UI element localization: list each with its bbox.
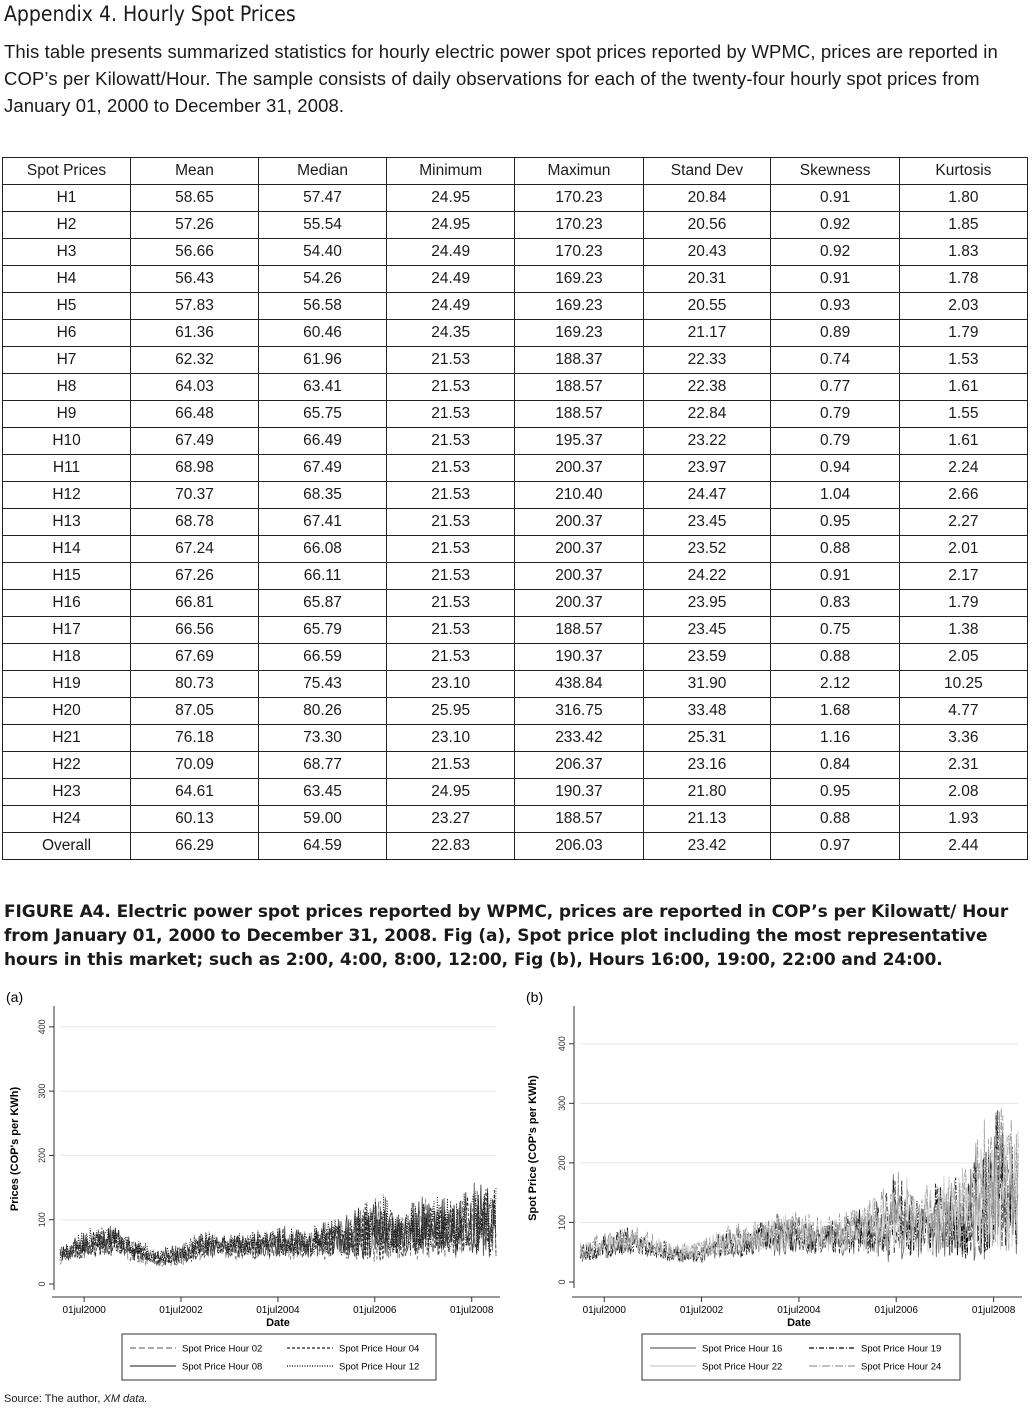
- table-cell: 75.43: [259, 671, 387, 698]
- table-cell: 2.03: [899, 293, 1027, 320]
- x-tick-label: 01jul2006: [874, 1305, 918, 1316]
- table-cell: 23.59: [643, 644, 771, 671]
- table-cell: 0.75: [771, 617, 899, 644]
- table-header-cell: Kurtosis: [899, 158, 1027, 185]
- x-tick-label: 01jul2008: [971, 1305, 1016, 1316]
- table-cell: 24.49: [387, 293, 515, 320]
- table-cell: 21.53: [387, 590, 515, 617]
- table-cell: 56.66: [131, 239, 259, 266]
- table-cell: 58.65: [131, 185, 259, 212]
- table-cell: 0.97: [771, 833, 899, 860]
- table-cell: 68.78: [131, 509, 259, 536]
- table-cell: 438.84: [515, 671, 643, 698]
- x-tick-label: 01jul2006: [353, 1305, 397, 1316]
- table-cell: 0.91: [771, 185, 899, 212]
- table-cell: 23.97: [643, 455, 771, 482]
- table-cell: 21.53: [387, 401, 515, 428]
- table-cell: 66.11: [259, 563, 387, 590]
- table-cell: H22: [3, 752, 131, 779]
- y-axis-label: Prices (COP's per KWh): [9, 1086, 21, 1212]
- table-cell: 190.37: [515, 644, 643, 671]
- table-row: [3, 320, 1028, 347]
- table-cell: 20.43: [643, 239, 771, 266]
- x-axis-label: Date: [787, 1317, 811, 1329]
- y-tick-label: 100: [557, 1214, 567, 1230]
- table-cell: 169.23: [515, 266, 643, 293]
- legend-label: Spot Price Hour 02: [182, 1343, 263, 1355]
- table-cell: 2.27: [899, 509, 1027, 536]
- x-tick-label: 01jul2008: [450, 1305, 494, 1316]
- table-body: [3, 185, 1028, 860]
- table-header-cell: Minimum: [387, 158, 515, 185]
- table-cell: 0.84: [771, 752, 899, 779]
- legend-label: Spot Price Hour 16: [702, 1343, 783, 1355]
- table-cell: 2.05: [899, 644, 1027, 671]
- table-cell: 200.37: [515, 563, 643, 590]
- table-cell: H6: [3, 320, 131, 347]
- table-cell: 188.57: [515, 374, 643, 401]
- table-cell: 21.53: [387, 509, 515, 536]
- appendix-title: Appendix 4. Hourly Spot Prices: [4, 2, 296, 26]
- table-cell: 25.95: [387, 698, 515, 725]
- table-row: [3, 266, 1028, 293]
- legend: [642, 1334, 960, 1380]
- table-cell: H12: [3, 482, 131, 509]
- table-cell: 0.91: [771, 563, 899, 590]
- table-cell: 21.53: [387, 482, 515, 509]
- table-cell: 233.42: [515, 725, 643, 752]
- table-cell: 188.57: [515, 617, 643, 644]
- table-row: [3, 239, 1028, 266]
- table-cell: 68.98: [131, 455, 259, 482]
- table-cell: 2.08: [899, 779, 1027, 806]
- table-cell: 1.38: [899, 617, 1027, 644]
- table-cell: 0.77: [771, 374, 899, 401]
- table-cell: 25.31: [643, 725, 771, 752]
- table-cell: 61.96: [259, 347, 387, 374]
- table-cell: 188.57: [515, 401, 643, 428]
- table-cell: 170.23: [515, 185, 643, 212]
- table-cell: 70.09: [131, 752, 259, 779]
- table-row: [3, 509, 1028, 536]
- table-cell: 22.33: [643, 347, 771, 374]
- table-cell: 169.23: [515, 320, 643, 347]
- chart-a-svg: [2, 984, 512, 1384]
- table-cell: 70.37: [131, 482, 259, 509]
- table-row: [3, 293, 1028, 320]
- table-cell: 63.41: [259, 374, 387, 401]
- table-cell: 188.57: [515, 806, 643, 833]
- table-row: [3, 428, 1028, 455]
- table-cell: H9: [3, 401, 131, 428]
- table-cell: 57.26: [131, 212, 259, 239]
- table-cell: 76.18: [131, 725, 259, 752]
- y-axis-label: Spot Price (COP's per KWh): [527, 1075, 539, 1221]
- x-axis-label: Date: [266, 1317, 290, 1329]
- table-cell: H2: [3, 212, 131, 239]
- table-cell: 23.45: [643, 617, 771, 644]
- table-cell: 68.35: [259, 482, 387, 509]
- table-cell: 21.53: [387, 374, 515, 401]
- legend-label: Spot Price Hour 22: [702, 1361, 783, 1373]
- table-cell: 0.83: [771, 590, 899, 617]
- table-cell: 22.84: [643, 401, 771, 428]
- table-cell: 23.95: [643, 590, 771, 617]
- table-cell: 24.95: [387, 185, 515, 212]
- y-tick-label: 300: [557, 1095, 567, 1111]
- table-cell: 23.42: [643, 833, 771, 860]
- panel-label: (b): [526, 989, 544, 1005]
- table-header-row: [3, 158, 1028, 185]
- table-cell: 1.53: [899, 347, 1027, 374]
- table-row: [3, 482, 1028, 509]
- x-tick-label: 01jul2000: [62, 1305, 106, 1316]
- table-cell: 20.56: [643, 212, 771, 239]
- table-row: [3, 212, 1028, 239]
- table-cell: 200.37: [515, 509, 643, 536]
- table-cell: 0.89: [771, 320, 899, 347]
- table-cell: 56.43: [131, 266, 259, 293]
- table-cell: 2.12: [771, 671, 899, 698]
- table-cell: 67.26: [131, 563, 259, 590]
- table-header-cell: Mean: [131, 158, 259, 185]
- table-row: [3, 671, 1028, 698]
- legend-label: Spot Price Hour 08: [182, 1361, 263, 1373]
- table-row: [3, 347, 1028, 374]
- table-cell: 33.48: [643, 698, 771, 725]
- table-cell: 20.55: [643, 293, 771, 320]
- table-cell: H17: [3, 617, 131, 644]
- table-row: [3, 725, 1028, 752]
- chart-panel-b: [522, 984, 1030, 1384]
- table-cell: 54.26: [259, 266, 387, 293]
- table-cell: 1.68: [771, 698, 899, 725]
- table-cell: H7: [3, 347, 131, 374]
- table-cell: 1.79: [899, 320, 1027, 347]
- table-cell: 87.05: [131, 698, 259, 725]
- table-row: [3, 563, 1028, 590]
- table-cell: 21.53: [387, 752, 515, 779]
- table-cell: 80.26: [259, 698, 387, 725]
- table-header-cell: Spot Prices: [3, 158, 131, 185]
- table-cell: H21: [3, 725, 131, 752]
- table-cell: 0.92: [771, 239, 899, 266]
- table-cell: 4.77: [899, 698, 1027, 725]
- table-cell: 55.54: [259, 212, 387, 239]
- table-cell: H19: [3, 671, 131, 698]
- table-cell: 64.61: [131, 779, 259, 806]
- table-cell: 1.61: [899, 374, 1027, 401]
- table-cell: 0.88: [771, 644, 899, 671]
- table-cell: 60.13: [131, 806, 259, 833]
- table-row: [3, 698, 1028, 725]
- x-tick-label: 01jul2000: [582, 1305, 626, 1316]
- legend-box: [122, 1334, 436, 1380]
- source-note: [4, 1393, 148, 1405]
- table-cell: 200.37: [515, 590, 643, 617]
- table-cell: 24.49: [387, 266, 515, 293]
- table-cell: 0.79: [771, 428, 899, 455]
- table-cell: 24.35: [387, 320, 515, 347]
- table-cell: 0.95: [771, 779, 899, 806]
- table-cell: 316.75: [515, 698, 643, 725]
- table-cell: 67.69: [131, 644, 259, 671]
- table-cell: 210.40: [515, 482, 643, 509]
- panel-label: (a): [6, 989, 24, 1005]
- table-cell: H1: [3, 185, 131, 212]
- table-cell: 62.32: [131, 347, 259, 374]
- table-cell: 20.31: [643, 266, 771, 293]
- table-cell: H24: [3, 806, 131, 833]
- table-header-cell: Stand Dev: [643, 158, 771, 185]
- table-cell: H18: [3, 644, 131, 671]
- table-cell: 20.84: [643, 185, 771, 212]
- table-cell: 23.10: [387, 725, 515, 752]
- table-cell: H14: [3, 536, 131, 563]
- figure-caption: FIGURE A4. Electric power spot prices reported by WPMC, prices are reported in COP’s per Kilowatt/ Hour from January 01, 2000 to December 31, 2008. Fig (a), Spot price plot including the most representative hours in this market; such as 2:00, 4:00, 8:00, 12:00, Fig (b), Hours 16:00, 19:00, 22:00 and 24:00.: [4, 902, 1009, 970]
- table-header-cell: Skewness: [771, 158, 899, 185]
- table-cell: 2.66: [899, 482, 1027, 509]
- table-cell: H15: [3, 563, 131, 590]
- table-cell: 1.79: [899, 590, 1027, 617]
- table-cell: 21.53: [387, 563, 515, 590]
- table-cell: 21.80: [643, 779, 771, 806]
- table-cell: 57.83: [131, 293, 259, 320]
- table-row: [3, 590, 1028, 617]
- table-cell: 73.30: [259, 725, 387, 752]
- table-cell: 66.08: [259, 536, 387, 563]
- table-cell: 24.49: [387, 239, 515, 266]
- table-cell: 3.36: [899, 725, 1027, 752]
- table-cell: 21.53: [387, 455, 515, 482]
- table-cell: 21.53: [387, 347, 515, 374]
- table-cell: 56.58: [259, 293, 387, 320]
- table-row: [3, 752, 1028, 779]
- table-cell: 23.27: [387, 806, 515, 833]
- table-cell: 60.46: [259, 320, 387, 347]
- table-cell: H13: [3, 509, 131, 536]
- table-cell: 2.44: [899, 833, 1027, 860]
- table-cell: 80.73: [131, 671, 259, 698]
- table-cell: 0.92: [771, 212, 899, 239]
- table-cell: 66.48: [131, 401, 259, 428]
- table-cell: 24.95: [387, 779, 515, 806]
- table-cell: H4: [3, 266, 131, 293]
- table-cell: 190.37: [515, 779, 643, 806]
- chart-b-svg: [522, 984, 1030, 1384]
- table-cell: 24.47: [643, 482, 771, 509]
- table-row: [3, 806, 1028, 833]
- table-cell: 1.61: [899, 428, 1027, 455]
- source-italic: XM data.: [103, 1393, 148, 1405]
- legend-label: Spot Price Hour 24: [861, 1361, 942, 1373]
- table-cell: 1.85: [899, 212, 1027, 239]
- y-tick-label: 200: [557, 1155, 567, 1171]
- y-tick-label: 100: [37, 1212, 47, 1228]
- spot-price-stats-table: [2, 157, 1028, 860]
- table-cell: 10.25: [899, 671, 1027, 698]
- table-cell: 206.03: [515, 833, 643, 860]
- table-cell: 57.47: [259, 185, 387, 212]
- table-cell: 65.75: [259, 401, 387, 428]
- table-cell: 206.37: [515, 752, 643, 779]
- table-cell: 31.90: [643, 671, 771, 698]
- table-cell: 2.01: [899, 536, 1027, 563]
- table-cell: 2.31: [899, 752, 1027, 779]
- table-row: [3, 644, 1028, 671]
- table-cell: H11: [3, 455, 131, 482]
- table-cell: 24.95: [387, 212, 515, 239]
- table-cell: 1.04: [771, 482, 899, 509]
- table-cell: 21.53: [387, 617, 515, 644]
- table-cell: 66.81: [131, 590, 259, 617]
- table-cell: 21.53: [387, 536, 515, 563]
- table-row: [3, 617, 1028, 644]
- table-row: [3, 185, 1028, 212]
- table-cell: 0.91: [771, 266, 899, 293]
- table-cell: 21.13: [643, 806, 771, 833]
- table-cell: 2.17: [899, 563, 1027, 590]
- table-cell: 2.24: [899, 455, 1027, 482]
- legend-label: Spot Price Hour 19: [861, 1343, 942, 1355]
- table-cell: 66.49: [259, 428, 387, 455]
- table-cell: 64.03: [131, 374, 259, 401]
- table-row: [3, 455, 1028, 482]
- x-tick-label: 01jul2002: [679, 1305, 724, 1316]
- table-cell: Overall: [3, 833, 131, 860]
- table-cell: 64.59: [259, 833, 387, 860]
- table-cell: 1.16: [771, 725, 899, 752]
- table-row: [3, 536, 1028, 563]
- table-header-cell: Median: [259, 158, 387, 185]
- table-cell: 66.56: [131, 617, 259, 644]
- table-cell: H5: [3, 293, 131, 320]
- table-cell: 23.16: [643, 752, 771, 779]
- table-cell: 1.78: [899, 266, 1027, 293]
- table-cell: 0.88: [771, 536, 899, 563]
- table-cell: 23.52: [643, 536, 771, 563]
- table-cell: 67.24: [131, 536, 259, 563]
- table-cell: 0.93: [771, 293, 899, 320]
- legend-box: [642, 1334, 960, 1380]
- x-tick-label: 01jul2002: [159, 1305, 203, 1316]
- table-cell: 21.17: [643, 320, 771, 347]
- table-cell: 24.22: [643, 563, 771, 590]
- y-tick-label: 400: [37, 1019, 47, 1035]
- table-cell: 63.45: [259, 779, 387, 806]
- table-cell: 61.36: [131, 320, 259, 347]
- table-cell: 67.49: [259, 455, 387, 482]
- table-cell: 22.83: [387, 833, 515, 860]
- x-tick-label: 01jul2004: [256, 1305, 300, 1316]
- table-row: [3, 779, 1028, 806]
- table-cell: 23.45: [643, 509, 771, 536]
- table-cell: H20: [3, 698, 131, 725]
- y-tick-label: 0: [37, 1281, 47, 1287]
- table-cell: 0.88: [771, 806, 899, 833]
- table-cell: 67.41: [259, 509, 387, 536]
- table-cell: 0.94: [771, 455, 899, 482]
- table-cell: 66.29: [131, 833, 259, 860]
- source-prefix: Source: The author,: [4, 1393, 104, 1405]
- legend-label: Spot Price Hour 12: [339, 1361, 420, 1373]
- table-cell: 22.38: [643, 374, 771, 401]
- legend: [122, 1334, 436, 1380]
- table-cell: 23.22: [643, 428, 771, 455]
- table-cell: 169.23: [515, 293, 643, 320]
- table-row: [3, 833, 1028, 860]
- table-cell: 200.37: [515, 455, 643, 482]
- table-cell: 195.37: [515, 428, 643, 455]
- table-cell: H8: [3, 374, 131, 401]
- table-cell: 59.00: [259, 806, 387, 833]
- table-cell: H16: [3, 590, 131, 617]
- x-tick-label: 01jul2004: [777, 1305, 821, 1316]
- table-header-cell: Maximun: [515, 158, 643, 185]
- legend-label: Spot Price Hour 04: [339, 1343, 420, 1355]
- table-cell: 188.37: [515, 347, 643, 374]
- table-cell: 65.87: [259, 590, 387, 617]
- table-cell: 170.23: [515, 212, 643, 239]
- table-cell: 67.49: [131, 428, 259, 455]
- table-cell: 1.80: [899, 185, 1027, 212]
- table-cell: 54.40: [259, 239, 387, 266]
- table-cell: 23.10: [387, 671, 515, 698]
- table-cell: 65.79: [259, 617, 387, 644]
- table-cell: 66.59: [259, 644, 387, 671]
- appendix-intro-text: This table presents summarized statistics for hourly electric power spot prices reported by WPMC, prices are reported in COP’s per Kilowatt/Hour. The sample consists of daily observations for each of the twenty-four hourly spot prices from January 01, 2000 to December 31, 2008.: [4, 41, 998, 116]
- y-tick-label: 200: [37, 1147, 47, 1163]
- table-cell: 200.37: [515, 536, 643, 563]
- table-row: [3, 374, 1028, 401]
- table-cell: 1.83: [899, 239, 1027, 266]
- table-cell: 0.79: [771, 401, 899, 428]
- table-cell: 0.74: [771, 347, 899, 374]
- y-tick-label: 300: [37, 1083, 47, 1099]
- table-cell: 68.77: [259, 752, 387, 779]
- table-cell: 0.95: [771, 509, 899, 536]
- table-cell: 1.55: [899, 401, 1027, 428]
- table-cell: H10: [3, 428, 131, 455]
- chart-a-group: [6, 989, 500, 1380]
- chart-panel-a: [2, 984, 512, 1384]
- table-cell: H3: [3, 239, 131, 266]
- chart-b-group: [526, 989, 1022, 1380]
- y-tick-label: 400: [557, 1036, 567, 1052]
- table-cell: 21.53: [387, 644, 515, 671]
- table-row: [3, 401, 1028, 428]
- y-tick-label: 0: [557, 1279, 567, 1285]
- table-cell: 21.53: [387, 428, 515, 455]
- table-cell: H23: [3, 779, 131, 806]
- table-cell: 1.93: [899, 806, 1027, 833]
- table-cell: 170.23: [515, 239, 643, 266]
